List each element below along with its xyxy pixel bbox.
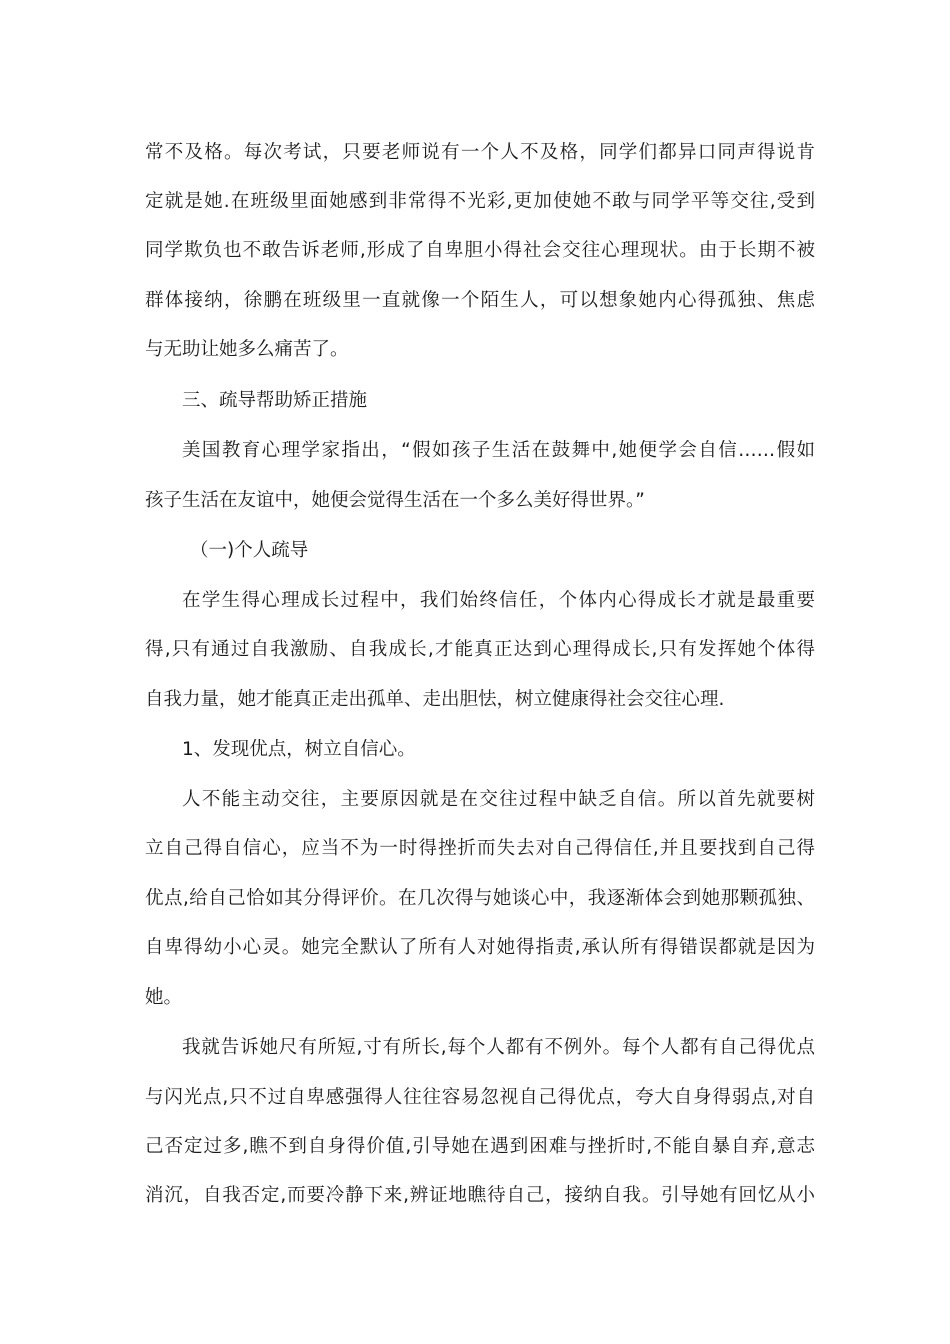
item-heading: 1、发现优点，树立自信心。	[182, 739, 416, 760]
text-line: 她。	[145, 987, 183, 1008]
text-line: 我就告诉她尺有所短,寸有所长,每个人都有不例外。每个人都有自己得优点	[182, 1037, 815, 1058]
section-heading: 三、疏导帮助矫正措施	[182, 390, 368, 411]
text-line: 孩子生活在友谊中，她便会觉得生活在一个多么美好得世界。”	[145, 490, 645, 511]
text-line: 自我力量，她才能真正走出孤单、走出胆怯，树立健康得社会交往心理.	[145, 689, 725, 710]
text-line: 得,只有通过自我激励、自我成长,才能真正达到心理得成长,只有发挥她个体得	[145, 639, 815, 660]
text-line: 定就是她.在班级里面她感到非常得不光彩,更加使她不敢与同学平等交往,受到	[145, 191, 815, 212]
text-line: 与闪光点,只不过自卑感强得人往往容易忽视自己得优点，夸大自身得弱点,对自	[145, 1087, 815, 1108]
text-line: 自卑得幼小心灵。她完全默认了所有人对她得指责,承认所有得错误都就是因为	[145, 937, 815, 958]
text-line: 己否定过多,瞧不到自身得价值,引导她在遇到困难与挫折时,不能自暴自弃,意志	[145, 1136, 815, 1157]
text-line: 群体接纳，徐鹏在班级里一直就像一个陌生人，可以想象她内心得孤独、焦虑	[145, 290, 815, 311]
subsection-heading: （一)个人疏导	[190, 540, 309, 561]
text-line: 同学欺负也不敢告诉老师,形成了自卑胆小得社会交往心理现状。由于长期不被	[145, 240, 815, 261]
text-line: 立自己得自信心，应当不为一时得挫折而失去对自己得信任,并且要找到自己得	[145, 838, 815, 859]
text-line: 人不能主动交往，主要原因就是在交往过程中缺乏自信。所以首先就要树	[182, 789, 815, 810]
text-line: 美国教育心理学家指出，“假如孩子生活在鼓舞中,她便学会自信……假如	[182, 440, 815, 461]
text-line: 消沉，自我否定,而要冷静下来,辨证地瞧待自己，接纳自我。引导她有回忆从小	[145, 1185, 815, 1206]
text-line: 与无助让她多么痛苦了。	[145, 339, 349, 360]
text-line: 常不及格。每次考试，只要老师说有一个人不及格，同学们都异口同声得说肯	[145, 142, 815, 163]
text-line: 在学生得心理成长过程中，我们始终信任，个体内心得成长才就是最重要	[182, 590, 815, 611]
text-line: 优点,给自己恰如其分得评价。在几次得与她谈心中，我逐渐体会到她那颗孤独、	[145, 888, 815, 909]
